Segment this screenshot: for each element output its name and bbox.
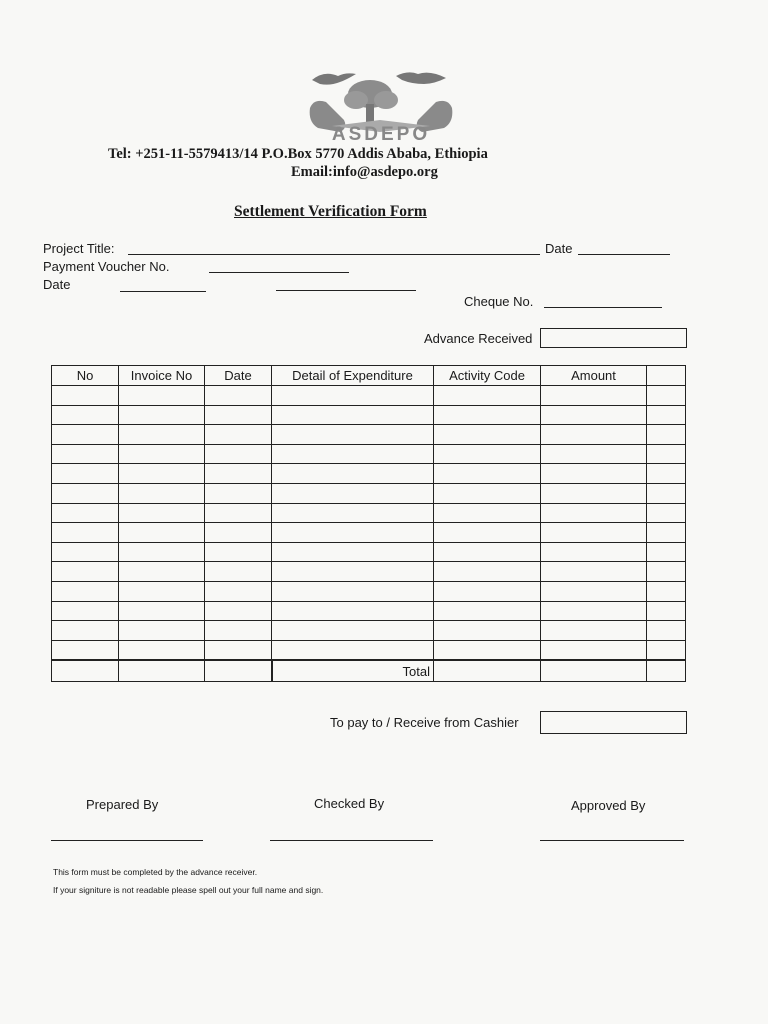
table-cell[interactable] xyxy=(205,640,272,660)
table-cell[interactable] xyxy=(119,581,205,601)
table-cell[interactable] xyxy=(119,405,205,425)
table-cell[interactable] xyxy=(647,483,686,503)
table-cell[interactable] xyxy=(272,503,434,523)
col-activity-header: Activity Code xyxy=(434,366,541,386)
table-cell[interactable] xyxy=(119,640,205,660)
table-cell[interactable] xyxy=(272,621,434,641)
table-cell[interactable] xyxy=(52,444,119,464)
logo-text: ASDEPO xyxy=(331,124,431,145)
expenditure-table xyxy=(51,365,686,682)
table-cell[interactable] xyxy=(434,425,541,445)
cashier-field[interactable] xyxy=(540,711,687,734)
table-cell[interactable] xyxy=(272,444,434,464)
table-cell[interactable] xyxy=(119,386,205,406)
table-cell[interactable] xyxy=(205,503,272,523)
table-cell[interactable] xyxy=(119,542,205,562)
table-cell[interactable] xyxy=(205,444,272,464)
advance-field[interactable] xyxy=(540,328,687,348)
table-cell[interactable] xyxy=(205,601,272,621)
project-title-field[interactable] xyxy=(128,254,540,255)
cheque-field[interactable] xyxy=(544,307,662,308)
table-cell[interactable] xyxy=(205,405,272,425)
table-cell[interactable] xyxy=(272,640,434,660)
table-cell[interactable] xyxy=(205,621,272,641)
form-title: Settlement Verification Form xyxy=(234,203,427,220)
table-row xyxy=(52,483,686,503)
date2-field[interactable] xyxy=(120,291,206,292)
table-cell[interactable] xyxy=(541,405,647,425)
table-cell[interactable] xyxy=(52,464,119,484)
table-row xyxy=(52,405,686,425)
payment-voucher-field[interactable] xyxy=(209,272,349,273)
email-line: Email:info@asdepo.org xyxy=(291,164,438,180)
table-cell[interactable] xyxy=(647,405,686,425)
table-cell[interactable] xyxy=(434,542,541,562)
total-cell[interactable] xyxy=(647,660,686,682)
col-invoice-header: Invoice No xyxy=(119,366,205,386)
table-cell[interactable] xyxy=(647,464,686,484)
table-row xyxy=(52,444,686,464)
table-cell[interactable] xyxy=(647,542,686,562)
table-cell[interactable] xyxy=(205,464,272,484)
table-cell[interactable] xyxy=(52,562,119,582)
date2-label: Date xyxy=(43,277,71,292)
table-cell[interactable] xyxy=(434,621,541,641)
table-cell[interactable] xyxy=(119,562,205,582)
table-header-row xyxy=(52,366,686,386)
checked-signature-line[interactable] xyxy=(270,840,433,841)
total-cell[interactable] xyxy=(52,660,119,682)
table-cell[interactable] xyxy=(434,640,541,660)
table-cell[interactable] xyxy=(434,601,541,621)
table-cell[interactable] xyxy=(52,621,119,641)
table-cell[interactable] xyxy=(119,503,205,523)
col-date-header: Date xyxy=(205,366,272,386)
table-cell[interactable] xyxy=(205,523,272,543)
table-cell[interactable] xyxy=(272,542,434,562)
table-cell[interactable] xyxy=(119,621,205,641)
table-cell[interactable] xyxy=(541,425,647,445)
table-cell[interactable] xyxy=(541,483,647,503)
col-extra-header xyxy=(647,366,686,386)
table-cell[interactable] xyxy=(647,640,686,660)
col-amount-header: Amount xyxy=(541,366,647,386)
table-cell[interactable] xyxy=(272,523,434,543)
date2-extra-field[interactable] xyxy=(276,290,416,291)
table-cell[interactable] xyxy=(52,425,119,445)
table-cell[interactable] xyxy=(434,523,541,543)
cheque-label: Cheque No. xyxy=(464,294,534,309)
table-cell[interactable] xyxy=(647,601,686,621)
table-cell[interactable] xyxy=(541,523,647,543)
table-row xyxy=(52,601,686,621)
table-cell[interactable] xyxy=(205,425,272,445)
table-cell[interactable] xyxy=(541,601,647,621)
table-cell[interactable] xyxy=(205,562,272,582)
table-cell[interactable] xyxy=(119,483,205,503)
col-no-header: No xyxy=(52,366,119,386)
prepared-by-label: Prepared By xyxy=(86,797,159,812)
table-row xyxy=(52,523,686,543)
table-cell[interactable] xyxy=(52,640,119,660)
total-cell[interactable] xyxy=(434,660,541,682)
table-row xyxy=(52,464,686,484)
total-cell[interactable] xyxy=(119,660,205,682)
table-cell[interactable] xyxy=(434,444,541,464)
payment-voucher-label: Payment Voucher No. xyxy=(43,259,170,274)
checked-by-label: Checked By xyxy=(314,796,385,811)
table-cell[interactable] xyxy=(272,581,434,601)
table-cell[interactable] xyxy=(119,444,205,464)
project-title-label: Project Title: xyxy=(43,241,115,256)
date-label: Date xyxy=(545,241,573,256)
table-cell[interactable] xyxy=(647,581,686,601)
table-cell[interactable] xyxy=(52,483,119,503)
table-cell[interactable] xyxy=(434,464,541,484)
total-label: Total xyxy=(272,660,434,682)
contact-line: Tel: +251-11-5579413/14 P.O.Box 5770 Addis Ababa, Ethiopia xyxy=(108,146,488,162)
table-cell[interactable] xyxy=(52,386,119,406)
table-cell[interactable] xyxy=(647,562,686,582)
table-cell[interactable] xyxy=(272,425,434,445)
table-cell[interactable] xyxy=(52,405,119,425)
table-cell[interactable] xyxy=(434,483,541,503)
table-cell[interactable] xyxy=(52,503,119,523)
table-row xyxy=(52,562,686,582)
table-cell[interactable] xyxy=(205,386,272,406)
table-cell[interactable] xyxy=(272,562,434,582)
date-field[interactable] xyxy=(578,254,670,255)
table-row xyxy=(52,386,686,406)
table-cell[interactable] xyxy=(541,542,647,562)
table-row xyxy=(52,581,686,601)
table-cell[interactable] xyxy=(541,562,647,582)
asdepo-logo xyxy=(304,68,458,146)
table-cell[interactable] xyxy=(272,464,434,484)
table-cell[interactable] xyxy=(119,601,205,621)
table-cell[interactable] xyxy=(541,581,647,601)
table-cell[interactable] xyxy=(647,503,686,523)
table-cell[interactable] xyxy=(272,483,434,503)
table-cell[interactable] xyxy=(647,621,686,641)
table-cell[interactable] xyxy=(434,405,541,425)
cashier-label: To pay to / Receive from Cashier xyxy=(330,715,519,730)
table-cell[interactable] xyxy=(434,581,541,601)
table-cell[interactable] xyxy=(541,464,647,484)
table-cell[interactable] xyxy=(272,601,434,621)
total-cell[interactable] xyxy=(205,660,272,682)
approved-signature-line[interactable] xyxy=(540,840,684,841)
table-cell[interactable] xyxy=(647,523,686,543)
table-cell[interactable] xyxy=(541,621,647,641)
table-row xyxy=(52,542,686,562)
table-cell[interactable] xyxy=(52,601,119,621)
table-cell[interactable] xyxy=(434,562,541,582)
table-cell[interactable] xyxy=(52,581,119,601)
table-row xyxy=(52,503,686,523)
table-cell[interactable] xyxy=(119,523,205,543)
table-cell[interactable] xyxy=(272,405,434,425)
table-cell[interactable] xyxy=(647,444,686,464)
table-cell[interactable] xyxy=(434,503,541,523)
approved-by-label: Approved By xyxy=(571,798,646,813)
table-cell[interactable] xyxy=(541,503,647,523)
table-cell[interactable] xyxy=(434,386,541,406)
table-cell[interactable] xyxy=(205,542,272,562)
table-row xyxy=(52,640,686,660)
table-cell[interactable] xyxy=(119,425,205,445)
col-detail-header: Detail of Expenditure xyxy=(272,366,434,386)
table-cell[interactable] xyxy=(647,425,686,445)
table-cell[interactable] xyxy=(119,464,205,484)
table-cell[interactable] xyxy=(205,483,272,503)
note-line-2: If your signiture is not readable please spell out your full name and sign. xyxy=(53,885,324,895)
table-row xyxy=(52,621,686,641)
table-cell[interactable] xyxy=(205,581,272,601)
table-cell[interactable] xyxy=(541,444,647,464)
table-cell[interactable] xyxy=(541,640,647,660)
table-cell[interactable] xyxy=(541,386,647,406)
advance-label: Advance Received xyxy=(424,331,533,346)
note-line-1: This form must be completed by the advance receiver. xyxy=(53,867,258,877)
table-cell[interactable] xyxy=(647,386,686,406)
total-amount-cell[interactable] xyxy=(541,660,647,682)
table-cell[interactable] xyxy=(52,523,119,543)
total-row xyxy=(52,660,686,682)
table-cell[interactable] xyxy=(272,386,434,406)
table-row xyxy=(52,425,686,445)
table-cell[interactable] xyxy=(52,542,119,562)
prepared-signature-line[interactable] xyxy=(51,840,203,841)
